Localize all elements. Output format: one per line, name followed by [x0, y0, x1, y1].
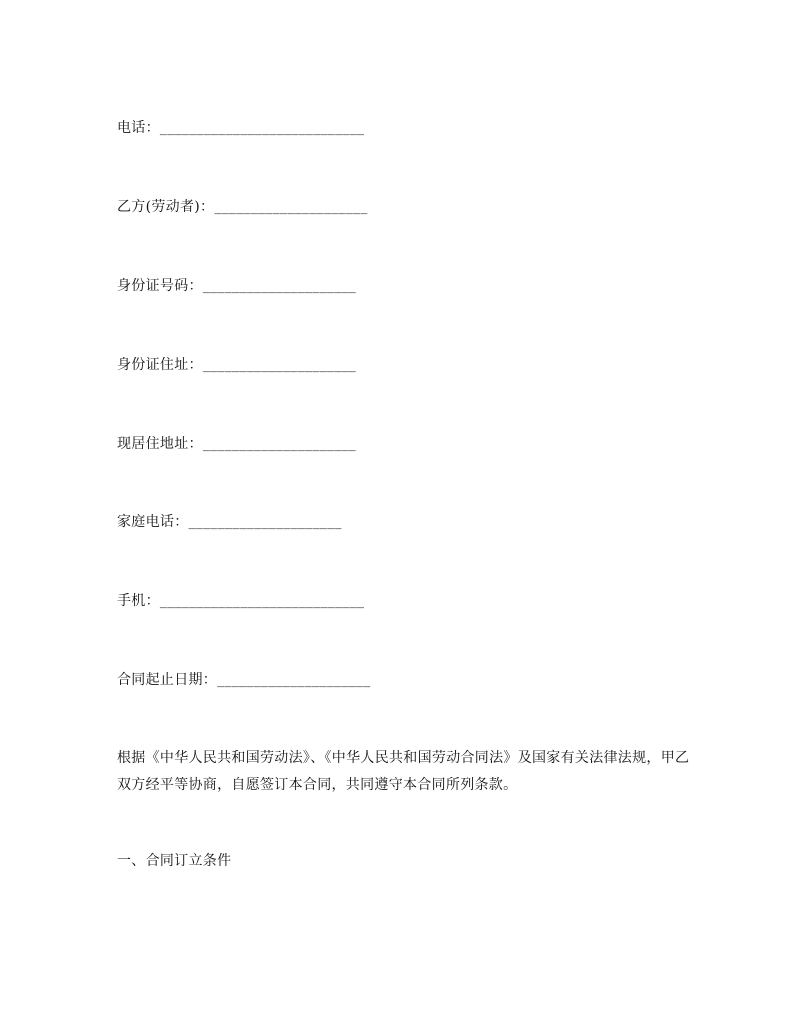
fill-in-blank: ____________________________	[159, 120, 365, 136]
field-label: 现居住地址：	[117, 436, 203, 452]
field-mobile	[117, 591, 364, 611]
field-label: 电话：	[117, 120, 160, 136]
intro-paragraph: 根据《中华人民共和国劳动法》、《中华人民共和国劳动合同法》及国家有关法律法规，甲乙双方经平等协商，自愿签订本合同，共同遵守本合同所列条款。	[117, 750, 690, 793]
field-id-address	[117, 355, 356, 375]
field-party-b	[117, 197, 368, 217]
section-heading: 一、合同订立条件	[117, 853, 232, 869]
fill-in-blank: _____________________	[202, 278, 357, 294]
fill-in-blank: _____________________	[188, 514, 342, 530]
field-label: 身份证号码：	[117, 278, 203, 294]
field-home-phone	[117, 512, 342, 532]
fill-in-blank: _____________________	[202, 436, 357, 452]
field-contract-dates	[117, 670, 370, 690]
field-current-address	[117, 434, 356, 454]
fill-in-blank: _____________________	[214, 199, 368, 215]
fill-in-blank: _____________________	[202, 357, 357, 373]
field-id-number	[117, 276, 356, 296]
field-phone	[117, 118, 364, 138]
field-label: 家庭电话：	[117, 514, 189, 530]
field-label: 乙方(劳动者)：	[117, 199, 215, 215]
fill-in-blank: _____________________	[217, 672, 371, 688]
field-label: 身份证住址：	[117, 357, 203, 373]
field-label: 手机：	[117, 593, 160, 609]
field-label: 合同起止日期：	[117, 672, 218, 688]
fill-in-blank: ____________________________	[159, 593, 365, 609]
